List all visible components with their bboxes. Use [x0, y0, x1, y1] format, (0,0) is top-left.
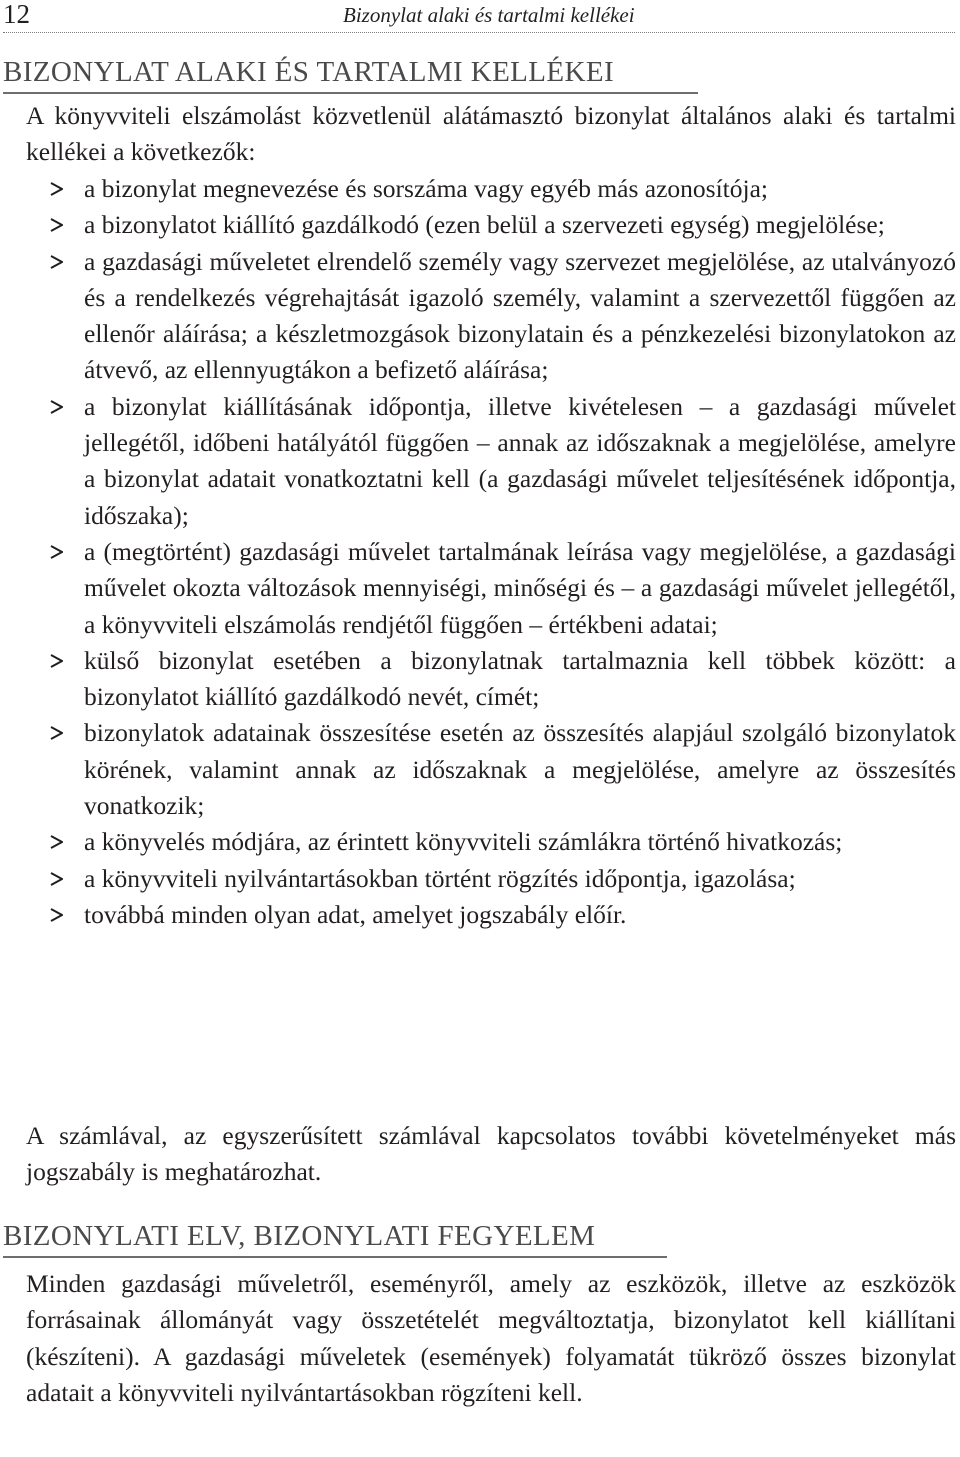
- list-item-text: a bizonylat megnevezése és sorszáma vagy egyéb más azonosítója;: [84, 174, 768, 203]
- arrowhead-bullet-icon: [50, 654, 63, 668]
- list-item-text: bizonylatok adatainak összesítése esetén az összesítés alapjául szolgáló bizonylatok körének, valamint annak az időszaknak a megjelölése, amelyre az összesítés vonatkozik;: [84, 718, 956, 821]
- intro-paragraph: A könyvviteli elszámolást közvetlenül alátámasztó bizonylat általános alaki és tartalmi kellékei a következők:: [26, 101, 956, 167]
- list-item-text: továbbá minden olyan adat, amelyet jogszabály előír.: [84, 899, 627, 929]
- list-item-text: a könyvviteli nyilvántartásokban történt rögzítés időpontja, igazolása;: [84, 863, 796, 893]
- running-header: [3, 0, 955, 33]
- arrowhead-bullet-icon: [50, 400, 63, 414]
- arrowhead-bullet-icon: [50, 545, 63, 559]
- list-item-text: a bizonylatot kiállító gazdálkodó (ezen belül a szervezeti egység) megjelölése;: [84, 210, 885, 240]
- list-item: [84, 534, 956, 643]
- running-title: Bizonylat alaki és tartalmi kellékei: [343, 3, 635, 27]
- arrowhead-bullet-icon: [50, 835, 63, 849]
- list-item-text: külső bizonylat esetében a bizonylatnak tartalmaznia kell többek között: a bizonylatot kiállító gazdálkodó nevét, címét;: [84, 645, 956, 712]
- arrowhead-bullet-icon: [50, 726, 63, 740]
- arrowhead-bullet-icon: [50, 218, 63, 232]
- list-item: [84, 861, 956, 897]
- page-number: 12: [3, 0, 30, 29]
- list-item-text: a bizonylat kiállításának időpontja, illetve kivételesen – a gazdasági művelet jellegétől, időbeni hatályától függően – annak az időszaknak a megjelölése, amelyre a bizonylat adatait vonatkoztatni kell (a gazdasági művelet teljesítésének időpontja, időszaka);: [84, 391, 956, 530]
- arrowhead-bullet-icon: [50, 908, 63, 922]
- list-item-text: a gazdasági műveletet elrendelő személy vagy szervezet megjelölése, az utalványozó és a rendelkezés végrehajtását igazoló személy, valamint a szervezettől függően az ellenőr aláírása; a készletmozgások bizonylatain és a pénzkezelési bizonylatokon az átvevő, az ellennyugtákon a befizető aláírása;: [84, 246, 956, 385]
- section-heading-kellekek: BIZONYLAT ALAKI ÉS TARTALMI KELLÉKEI: [3, 55, 698, 94]
- closing-paragraph: A számlával, az egyszerűsített számlával kapcsolatos további követelményeket más jogszabály is meghatározhat.: [26, 1121, 956, 1187]
- list-item: [84, 897, 956, 933]
- list-item: [84, 389, 956, 534]
- list-item: [84, 244, 956, 389]
- list-item: [84, 715, 956, 824]
- arrowhead-bullet-icon: [50, 182, 63, 196]
- list-item-text: a könyvelés módjára, az érintett könyvviteli számlákra történő hivatkozás;: [84, 827, 843, 857]
- requirements-list: [84, 171, 956, 933]
- list-item: [84, 207, 956, 243]
- arrowhead-bullet-icon: [50, 872, 63, 886]
- list-item-text: a (megtörtént) gazdasági művelet tartalmának leírása vagy megjelölése, a gazdasági művelet okozta változások mennyiségi, minőségi és – a gazdasági művelet jellegétől, a könyvviteli elszámolás rendjétől függően – értékbeni adatai;: [84, 536, 956, 639]
- list-item: [84, 171, 956, 207]
- arrowhead-bullet-icon: [50, 255, 63, 269]
- bizonylati-elv-paragraph: Minden gazdasági műveletről, eseményről, amely az eszközök, illetve az eszközök forrásainak állományát vagy összetételét megváltoztatja, bizonylatot kell kiállítani (készíteni). A gazdasági műveletek (események) folyamatát tükröző összes bizonylat adatait a könyvviteli nyilvántartásokban rögzíteni kell.: [26, 1269, 956, 1407]
- list-item: [84, 824, 956, 860]
- section-heading-bizonylati-elv: BIZONYLATI ELV, BIZONYLATI FEGYELEM: [3, 1219, 667, 1258]
- list-item: [84, 643, 956, 716]
